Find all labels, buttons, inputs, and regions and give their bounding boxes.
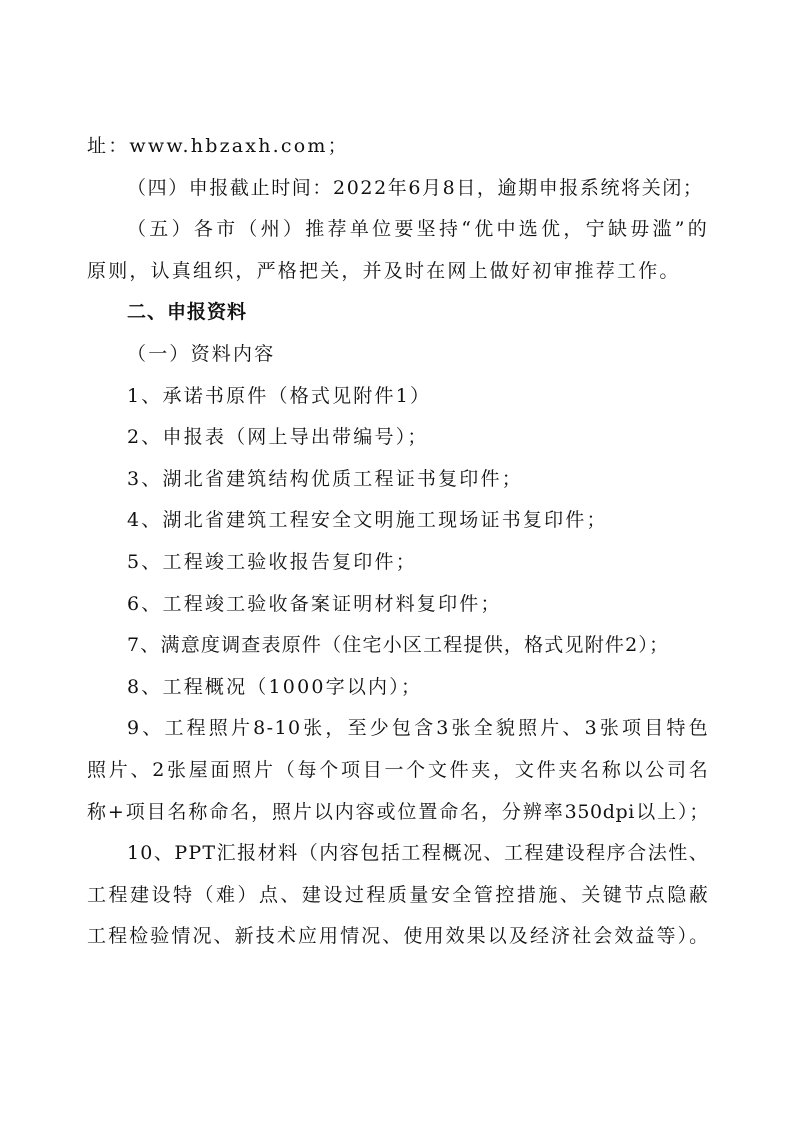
material-item-9-line-1: 9、工程照片8-10张，至少包含3张全貌照片、3张项目特色 xyxy=(127,717,709,740)
material-item-10-line-2: 工程建设特（难）点、建设过程质量安全管控措施、关键节点隐蔽 xyxy=(87,883,709,906)
material-item-5: 5、工程竣工验收报告复印件； xyxy=(127,550,417,573)
section-heading-materials: 二、申报资料 xyxy=(127,301,248,324)
subsection-heading-content: （一）资料内容 xyxy=(127,342,276,365)
paragraph-deadline: （四）申报截止时间：2022年6月8日，逾期申报系统将关闭； xyxy=(127,176,704,199)
material-item-7: 7、满意度调查表原件（住宅小区工程提供，格式见附件2）； xyxy=(127,634,670,657)
material-item-2: 2、申报表（网上导出带编号）； xyxy=(127,426,429,449)
material-item-4: 4、湖北省建筑工程安全文明施工现场证书复印件； xyxy=(127,509,608,532)
paragraph-recommendation-line-2: 原则，认真组织，严格把关，并及时在网上做好初审推荐工作。 xyxy=(87,259,681,282)
material-item-10-line-1: 10、PPT汇报材料（内容包括工程概况、工程建设程序合法性、 xyxy=(127,842,709,865)
material-item-8: 8、工程概况（1000字以内）； xyxy=(127,675,423,698)
material-item-9-line-3: 称+项目名称命名，照片以内容或位置命名，分辨率350dpi以上）； xyxy=(87,800,709,823)
paragraph-recommendation-line-1: （五）各市（州）推荐单位要坚持“优中选优，宁缺毋滥”的 xyxy=(127,218,709,241)
material-item-9-line-2: 照片、2张屋面照片（每个项目一个文件夹，文件夹名称以公司名 xyxy=(87,758,709,781)
material-item-3: 3、湖北省建筑结构优质工程证书复印件； xyxy=(127,467,523,490)
paragraph-website-continuation: 址：www.hbzaxh.com； xyxy=(87,135,349,157)
material-item-10-line-3: 工程检验情况、新技术应用情况、使用效果以及经济社会效益等）。 xyxy=(87,925,709,948)
document-page xyxy=(87,126,709,958)
material-item-6: 6、工程竣工验收备案证明材料复印件； xyxy=(127,592,502,615)
material-item-1: 1、承诺书原件（格式见附件1） xyxy=(127,384,432,407)
